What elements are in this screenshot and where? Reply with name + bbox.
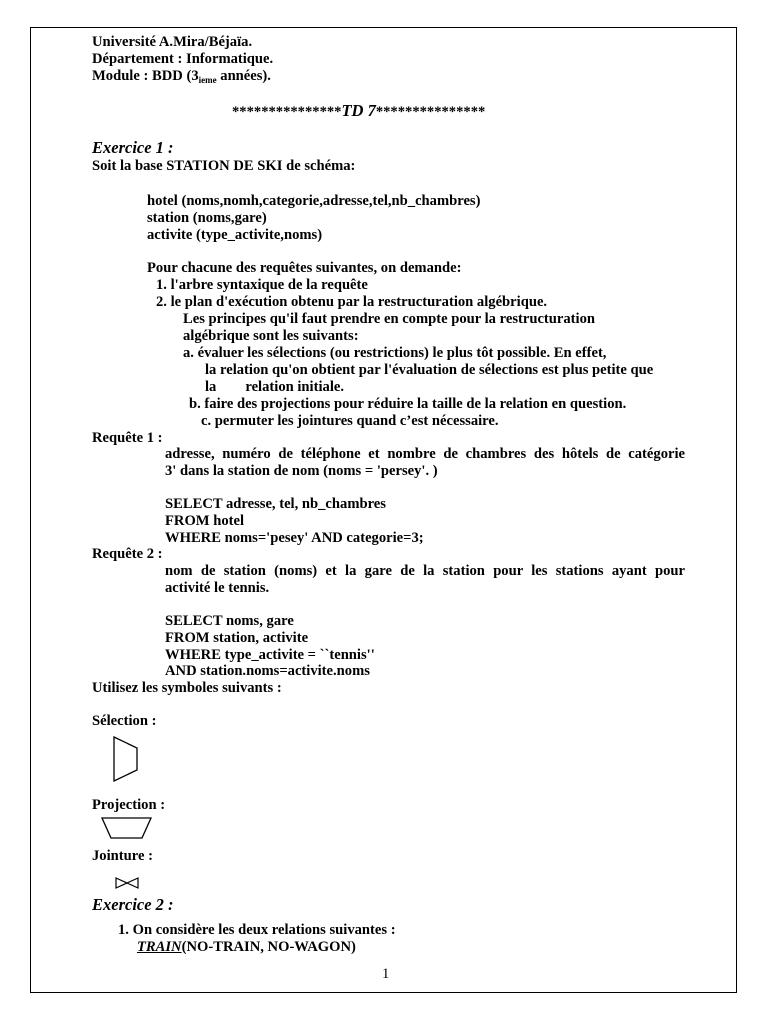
principle-a-rest: relation initiale. bbox=[245, 379, 344, 395]
td-title-text: TD 7 bbox=[341, 101, 376, 120]
query1-desc-line-2: 3' dans la station de nom (noms = 'persey'. ) bbox=[165, 463, 438, 479]
exercise2-item-1: 1. On considère les deux relations suivantes : bbox=[118, 922, 396, 938]
instructions-lead: Pour chacune des requêtes suivantes, on demande: bbox=[147, 260, 462, 276]
query2-label: Requête 2 : bbox=[92, 546, 163, 562]
module-superscript: ieme bbox=[198, 75, 217, 85]
train-relation bbox=[137, 939, 356, 956]
query1-desc-line-1: adresse, numéro de téléphone et nombre de chambres des hôtels de catégorie bbox=[165, 446, 685, 462]
principle-a-line-3 bbox=[205, 379, 344, 396]
department-line: Département : Informatique. bbox=[92, 51, 274, 67]
td-stars-left: *************** bbox=[232, 104, 342, 120]
query2-sql-select: SELECT noms, gare bbox=[165, 613, 294, 629]
principles-line-1: Les principes qu'il faut prendre en compte pour la restructuration bbox=[183, 311, 596, 327]
join-symbol-icon bbox=[114, 876, 140, 890]
train-relation-attrs: (NO-TRAIN, NO-WAGON) bbox=[181, 939, 356, 955]
selection-symbol-icon bbox=[112, 736, 140, 782]
instruction-item-2: 2. le plan d'exécution obtenu par la restructuration algébrique. bbox=[156, 294, 548, 310]
train-relation-name: TRAIN bbox=[137, 939, 182, 955]
university-line: Université A.Mira/Béjaïa. bbox=[92, 34, 253, 50]
query2-desc-line-1: nom de station (noms) et la gare de la station pour les stations ayant pour bbox=[165, 563, 685, 579]
module-prefix: Module : BDD (3 bbox=[92, 68, 199, 84]
projection-symbol-icon bbox=[101, 816, 153, 840]
schema-activite: activite (type_activite,noms) bbox=[147, 227, 323, 243]
query2-sql-from: FROM station, activite bbox=[165, 630, 309, 646]
symbols-lead: Utilisez les symboles suivants : bbox=[92, 680, 282, 696]
join-label: Jointure : bbox=[92, 848, 153, 864]
module-suffix: années). bbox=[216, 68, 271, 84]
principle-a-line-1: a. évaluer les sélections (ou restrictions) le plus tôt possible. En effet, bbox=[183, 345, 607, 361]
schema-station: station (noms,gare) bbox=[147, 210, 267, 226]
principle-b: b. faire des projections pour réduire la taille de la relation en question. bbox=[189, 396, 627, 412]
exercise2-heading: Exercice 2 : bbox=[92, 895, 174, 914]
instruction-item-1: 1. l'arbre syntaxique de la requête bbox=[156, 277, 368, 293]
exercise1-heading: Exercice 1 : bbox=[92, 138, 174, 157]
query1-sql-from: FROM hotel bbox=[165, 513, 245, 529]
td-stars-right: *************** bbox=[375, 104, 486, 120]
module-line bbox=[92, 68, 271, 89]
query2-desc-line-2: activité le tennis. bbox=[165, 580, 270, 596]
selection-label: Sélection : bbox=[92, 713, 157, 729]
principles-line-2: algébrique sont les suivants: bbox=[183, 328, 359, 344]
principle-a-line-2: la relation qu'on obtient par l'évaluation de sélections est plus petite que bbox=[205, 362, 654, 378]
td-title bbox=[232, 102, 485, 121]
principle-a-word: la bbox=[205, 379, 217, 395]
page-number: 1 bbox=[382, 966, 390, 982]
projection-label: Projection : bbox=[92, 797, 166, 813]
query1-sql-select: SELECT adresse, tel, nb_chambres bbox=[165, 496, 386, 512]
query1-sql-where: WHERE noms='pesey' AND categorie=3; bbox=[165, 530, 424, 546]
query1-label: Requête 1 : bbox=[92, 430, 163, 446]
schema-hotel: hotel (noms,nomh,categorie,adresse,tel,nb_chambres) bbox=[147, 193, 481, 209]
principle-c: c. permuter les jointures quand c’est nécessaire. bbox=[201, 413, 499, 429]
query2-sql-and: AND station.noms=activite.noms bbox=[165, 663, 370, 679]
exercise1-intro: Soit la base STATION DE SKI de schéma: bbox=[92, 158, 356, 174]
query2-sql-where: WHERE type_activite = ``tennis'' bbox=[165, 647, 375, 663]
